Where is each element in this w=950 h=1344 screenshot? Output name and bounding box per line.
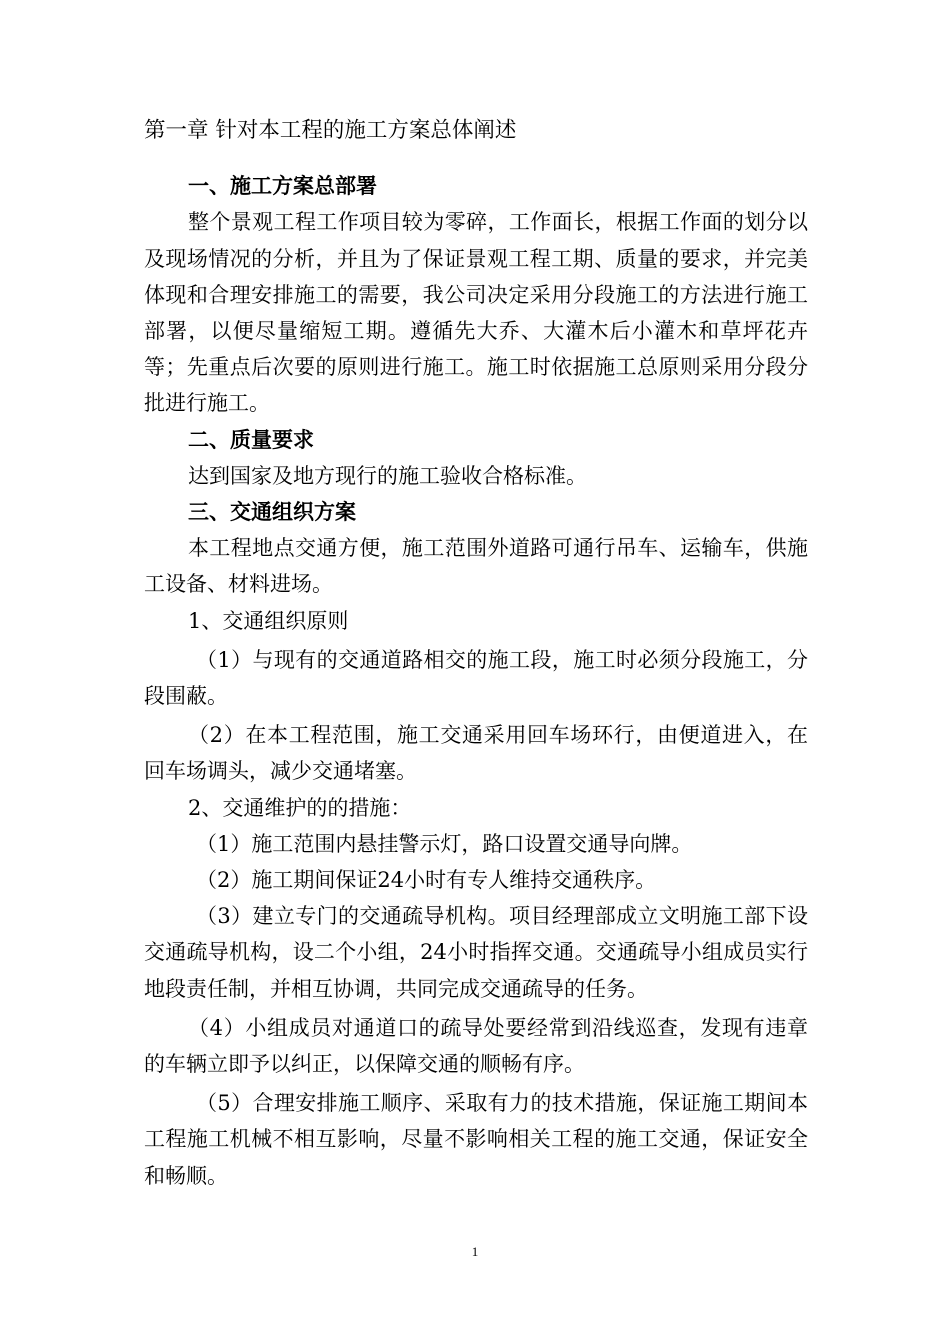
deployment-paragraph: 整个景观工程工作项目较为零碎，工作面长，根据工作面的划分以及现场情况的分析，并且为了保证景观工程工期、质量的要求，并完美体现和合理安排施工的需要，我公司决定采用分段施工的方法进行施工部署，以便尽量缩短工期。遵循先大乔、大灌木后小灌木和草坪花卉等；先重点后次要的原则进行施工。施工时依据施工总原则采用分段分批进行施工。 bbox=[144, 210, 808, 416]
document-body bbox=[144, 113, 808, 1194]
page-number: 1 bbox=[471, 1244, 479, 1259]
traffic-principle-item-2: （2）在本工程范围，施工交通采用回车场环行，由便道进入，在回车场调头，减少交通堵塞。 bbox=[144, 723, 808, 784]
traffic-measures-subheading: 2、交通维护的的措施： bbox=[188, 795, 412, 820]
traffic-measure-item-4: （4）小组成员对通道口的疏导处要经常到沿线巡查，发现有违章的车辆立即予以纠正，以保障交通的顺畅有序。 bbox=[144, 1015, 808, 1077]
traffic-principles-subheading: 1、交通组织原则 bbox=[188, 608, 349, 633]
section-heading-traffic: 三、交通组织方案 bbox=[188, 499, 356, 525]
quality-paragraph: 达到国家及地方现行的施工验收合格标准。 bbox=[188, 463, 587, 488]
chapter-title: 第一章 针对本工程的施工方案总体阐述 bbox=[144, 118, 517, 143]
traffic-principle-item-1: （1）与现有的交通道路相交的施工段，施工时必须分段施工，分段围蔽。 bbox=[144, 647, 808, 709]
traffic-measure-item-2: （2）施工期间保证24小时有专人维持交通秩序。 bbox=[196, 868, 657, 893]
traffic-measure-item-5: （5）合理安排施工顺序、采取有力的技术措施，保证施工期间本工程施工机械不相互影响，尽量不影响相关工程的施工交通，保证安全和畅顺。 bbox=[144, 1091, 808, 1188]
traffic-measure-item-3: （3）建立专门的交通疏导机构。项目经理部成立文明施工部下设交通疏导机构，设二个小组，24小时指挥交通。交通疏导小组成员实行地段责任制，并相互协调，共同完成交通疏导的任务。 bbox=[144, 904, 808, 1001]
section-heading-quality: 二、质量要求 bbox=[188, 426, 314, 452]
traffic-measure-item-1: （1）施工范围内悬挂警示灯，路口设置交通导向牌。 bbox=[196, 831, 693, 856]
traffic-intro-paragraph: 本工程地点交通方便，施工范围外道路可通行吊车、运输车，供施工设备、材料进场。 bbox=[144, 536, 808, 597]
section-heading-deployment: 一、施工方案总部署 bbox=[188, 173, 377, 199]
